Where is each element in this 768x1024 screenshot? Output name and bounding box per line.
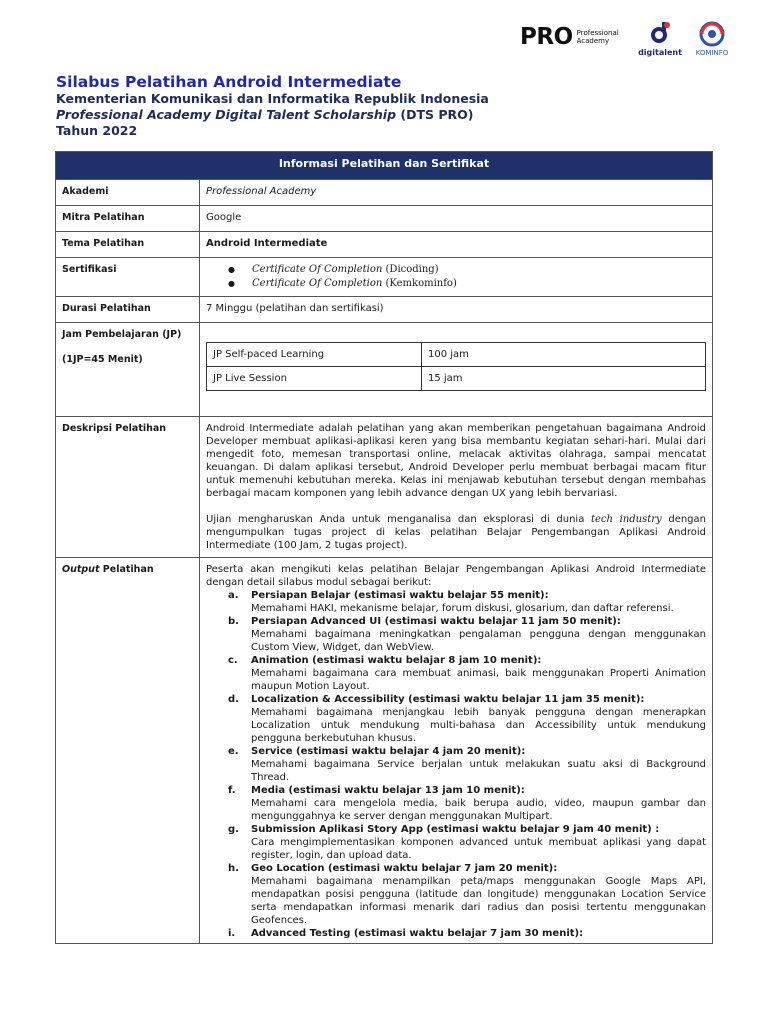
- output-label-rest: Pelatihan: [99, 564, 154, 575]
- ministry-name: Kementerian Komunikasi dan Informatika Republik Indonesia: [56, 91, 489, 106]
- list-item: [206, 745, 706, 784]
- row-output: [56, 558, 713, 944]
- list-item: [206, 615, 706, 654]
- module-desc: Memahami bagaimana meningkatkan pengalaman pengguna dengan menggunakan Custom View, Widget, dan WebView.: [251, 629, 706, 653]
- jp-value-cell: [200, 323, 713, 417]
- output-label-italic: Output: [62, 564, 100, 575]
- module-marker: g.: [228, 824, 239, 835]
- jp-row-2-value: 15 jam: [422, 367, 706, 391]
- sertifikasi-label: Sertifikasi: [56, 258, 200, 297]
- module-marker: f.: [228, 785, 236, 796]
- mitra-label: Mitra Pelatihan: [56, 206, 200, 232]
- module-desc: Memahami bagaimana menjangkau lebih banyak pengguna dengan menerapkan Localization untuk mendukung multi-bahasa dan Accessibility untuk mendukung pengguna berkebutuhan khusus.: [251, 707, 706, 744]
- certificate-list: [206, 263, 706, 291]
- deskripsi-paragraph-1: Android Intermediate adalah pelatihan yang akan memberikan pengetahuan bagaimana Android Developer membuat aplikasi-aplikasi keren yang bisa membantu kegiatan sehari-hari. Mulai dari mengedit foto, memesan transportasi online, melacak aktivitas olahraga, sampai mencatat keuangan. Di dalam aplikasi tersebut, Android Developer perlu membuat berbagai macam fitur untuk memenuhi kebutuhan mereka. Kelas ini menjawab kebutuhan tersebut dengan membahas berbagai macam komponen yang lebih advance dengan UX yang lebih bervariasi.: [206, 423, 706, 499]
- table-header-row: [56, 152, 713, 180]
- row-jp: [56, 323, 713, 417]
- module-desc: Memahami bagaimana menampilkan peta/maps menggunakan Google Maps API, mendapatkan posisi pengguna (latitude dan longitude) menggunakan Location Service serta mendapatkan informasi menarik dari radius dan posisi tertentu menggunakan Geofences.: [251, 876, 706, 926]
- output-value: [200, 558, 713, 944]
- tema-label: Tema Pelatihan: [56, 232, 200, 258]
- module-title: Persiapan Belajar (estimasi waktu belajar 55 menit):: [251, 590, 549, 601]
- module-title: Persiapan Advanced UI (estimasi waktu belajar 11 jam 50 menit):: [251, 616, 621, 627]
- program-name: [56, 107, 716, 123]
- cert-1-italic: Certificate Of Completion: [252, 264, 383, 275]
- durasi-label: Durasi Pelatihan: [56, 297, 200, 323]
- jp-table: [206, 342, 706, 391]
- row-akademi: [56, 180, 713, 206]
- jp-label: Jam Pembelajaran (JP): [62, 329, 182, 340]
- jp-row-1-value: 100 jam: [422, 343, 706, 367]
- deskripsi-paragraph-2: [206, 513, 706, 552]
- list-item: [206, 654, 706, 693]
- akademi-label: Akademi: [56, 180, 200, 206]
- header-logos: [520, 20, 735, 60]
- list-item: [206, 263, 706, 277]
- jp-row-1-name: JP Self-paced Learning: [207, 343, 422, 367]
- module-title: Animation (estimasi waktu belajar 8 jam 10 menit):: [251, 655, 542, 666]
- list-item: [206, 589, 706, 615]
- module-title: Media (estimasi waktu belajar 13 jam 10 menit):: [251, 785, 525, 796]
- kominfo-logo: [690, 20, 734, 57]
- module-title: Submission Aplikasi Story App (estimasi waktu belajar 9 jam 40 menit) :: [251, 824, 660, 835]
- akademi-value: Professional Academy: [200, 180, 713, 206]
- module-title: Localization & Accessibility (estimasi waktu belajar 11 jam 35 menit):: [251, 694, 645, 705]
- cert-2-suffix: (Kemkominfo): [382, 278, 457, 289]
- module-desc: Memahami bagaimana Service berjalan untuk melakukan suatu aksi di Background Thread.: [251, 759, 706, 783]
- document-year: Tahun 2022: [56, 123, 138, 138]
- deskripsi-p2-a: Ujian mengharuskan Anda untuk menganalisa dan eksplorasi di dunia: [206, 514, 591, 525]
- row-durasi: [56, 297, 713, 323]
- document-title: Silabus Pelatihan Android Intermediate: [56, 73, 402, 91]
- pro-logo-sub-2: Academy: [576, 37, 610, 45]
- jp-label-cell: [56, 323, 200, 417]
- module-marker: b.: [228, 616, 239, 627]
- deskripsi-p2-italic: tech industry: [590, 514, 662, 525]
- output-intro: Peserta akan mengikuti kelas pelatihan Belajar Pengembangan Aplikasi Android Intermediate dengan detail silabus modul sebagai berikut:: [206, 564, 706, 588]
- module-title: Geo Location (estimasi waktu belajar 7 jam 20 menit):: [251, 863, 558, 874]
- cert-1-suffix: (Dicoding): [382, 264, 439, 275]
- cert-2-italic: Certificate Of Completion: [252, 278, 383, 289]
- output-label: [56, 558, 200, 944]
- module-desc: Memahami HAKI, mekanisme belajar, forum diskusi, glosarium, dan daftar referensi.: [251, 603, 674, 614]
- table-row: [207, 367, 706, 391]
- mitra-value: Google: [200, 206, 713, 232]
- program-name-italic: Professional Academy Digital Talent Scholarship: [56, 107, 397, 122]
- module-desc: Memahami cara mengelola media, baik berupa audio, video, maupun gambar dan mengunggahnya ke server dengan menggunakan Multipart.: [251, 798, 706, 822]
- row-mitra: [56, 206, 713, 232]
- module-list: [206, 589, 706, 940]
- digitalent-icon: [647, 20, 673, 46]
- program-name-suffix: (DTS PRO): [396, 107, 474, 122]
- list-item: [206, 862, 706, 927]
- row-deskripsi: [56, 417, 713, 558]
- table-heading: Informasi Pelatihan dan Sertifikat: [56, 152, 713, 180]
- module-title: Advanced Testing (estimasi waktu belajar 7 jam 30 menit):: [251, 928, 584, 939]
- list-item: [206, 823, 706, 862]
- module-marker: d.: [228, 694, 239, 705]
- tema-value: Android Intermediate: [200, 232, 713, 258]
- module-marker: e.: [228, 746, 239, 757]
- deskripsi-value: [200, 417, 713, 558]
- kominfo-text: KOMINFO: [695, 49, 729, 57]
- list-item: [206, 277, 706, 291]
- row-sertifikasi: [56, 258, 713, 297]
- list-item: [206, 784, 706, 823]
- kominfo-icon: [696, 20, 728, 48]
- module-desc: Memahami bagaimana cara membuat animasi, baik menggunakan Properti Animation maupun Motion Layout.: [251, 668, 706, 692]
- module-marker: i.: [228, 928, 236, 939]
- pro-logo-sub-1: Professional: [576, 29, 619, 37]
- pro-logo-word: PRO: [520, 24, 573, 50]
- module-marker: a.: [228, 590, 239, 601]
- digitalent-logo: [638, 20, 682, 57]
- table-row: [207, 343, 706, 367]
- jp-row-2-name: JP Live Session: [207, 367, 422, 391]
- document-header: [56, 73, 716, 139]
- row-tema: [56, 232, 713, 258]
- deskripsi-label: Deskripsi Pelatihan: [56, 417, 200, 558]
- module-title: Service (estimasi waktu belajar 4 jam 20 menit):: [251, 746, 526, 757]
- list-item: [206, 927, 706, 940]
- pro-academy-logo: [520, 24, 619, 50]
- list-item: [206, 693, 706, 745]
- digitalent-text: digitalent: [638, 48, 682, 57]
- sertifikasi-value: [200, 258, 713, 297]
- jp-note: (1JP=45 Menit): [62, 354, 143, 365]
- module-marker: c.: [228, 655, 238, 666]
- module-marker: h.: [228, 863, 239, 874]
- pro-logo-subtitle: [577, 29, 619, 45]
- deskripsi-p2-b: dengan mengumpulkan tugas project di kelas pelatihan Belajar Pengembangan Aplikasi Android Intermediate (100 Jam, 2 tugas project).: [206, 514, 706, 551]
- module-desc: Cara mengimplementasikan komponen advanced untuk membuat aplikasi yang dapat register, login, dan upload data.: [251, 837, 706, 861]
- training-info-table: [55, 151, 713, 944]
- durasi-value: 7 Minggu (pelatihan dan sertifikasi): [200, 297, 713, 323]
